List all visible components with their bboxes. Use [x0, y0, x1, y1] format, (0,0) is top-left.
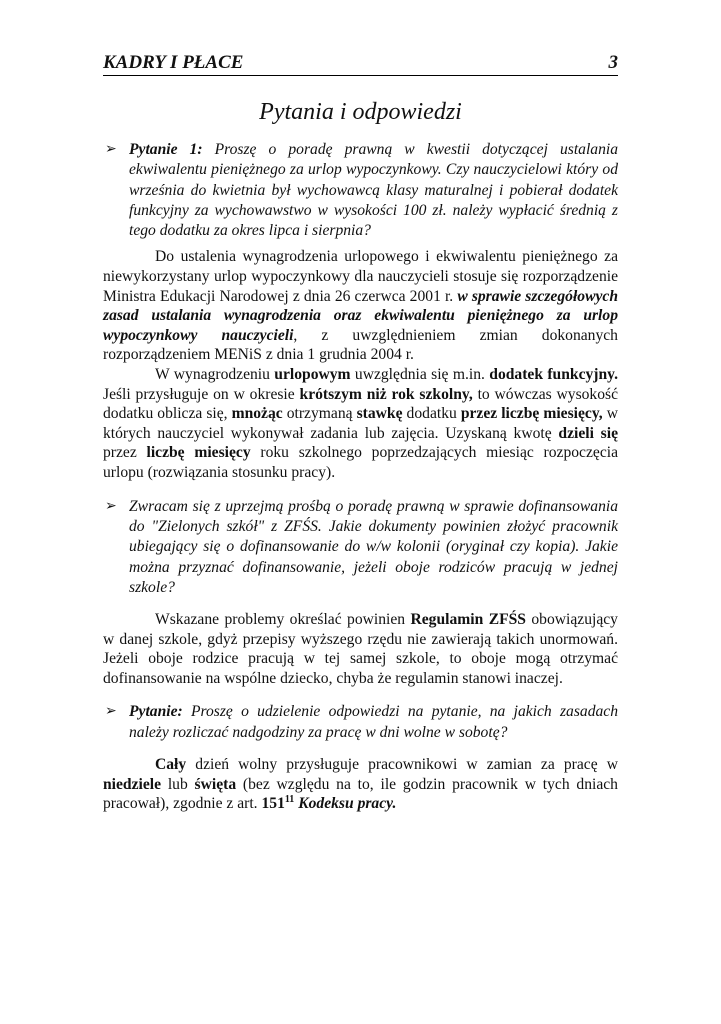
answer-text: dodatku: [402, 405, 461, 423]
emphasis: niedziele: [103, 775, 162, 793]
answer-1: [103, 247, 618, 482]
emphasis: stawkę: [356, 405, 403, 423]
answer-text: , z uwzględnieniem zmian dokonanych rozporządzeniem MENiS z dnia 1 grudnia 2004 r.: [103, 326, 618, 364]
emphasis: mnożąc: [231, 405, 283, 423]
emphasis: święta: [194, 775, 237, 793]
emphasis: krótszym niż rok szkolny,: [299, 385, 473, 403]
answer-text: uwzględnia się m.in.: [350, 366, 490, 384]
answer-text: Do ustalenia wynagrodzenia urlopowego i ekwiwalentu pieniężnego za niewykorzystany urlop wypoczynkowy dla nauczycieli stosuje się rozporządzenie Ministra Edukacji Narodowej z dnia 26 czerwca 2001 r.: [103, 248, 618, 305]
section-title: Pytania i odpowiedzi: [259, 99, 462, 125]
emphasis: Cały: [155, 756, 187, 774]
answer-3-paragraph: [103, 755, 618, 814]
answer-text: Jeśli przysługuje on w okresie: [103, 385, 300, 403]
answer-3: [103, 755, 618, 814]
emphasis: liczbę miesięcy: [146, 444, 251, 462]
answer-text: lub: [161, 775, 195, 793]
emphasis: dodatek funkcyjny.: [489, 366, 618, 384]
emphasis: urlopowym: [274, 366, 351, 384]
question-3-label: Pytanie:: [129, 703, 183, 721]
answer-text: w których nauczyciel wykonywał zadania lub zajęcia. Uzyskaną kwotę: [103, 405, 618, 442]
answer-1-paragraph-1: [103, 247, 618, 365]
answer-2-paragraph: [103, 610, 618, 688]
question-1-text: Proszę o poradę prawną w kwestii dotyczącej ustalania ekwiwalentu pieniężnego za urlop wypoczynkowy. Czy nauczycielowi który od września do kwietnia był wychowawcą klasy maturalnej i pobierał dodatek funkcyjny za wychowawstwo w wysokości 100 zł. należy wypłacić średnią z tego dodatku za okres lipca i sierpnia?: [129, 141, 618, 240]
question-3: [103, 702, 618, 743]
emphasis: dzieli się: [558, 424, 618, 442]
regulation-title: w sprawie szczegółowych zasad ustalania wynagrodzenia oraz ekwiwalentu pieniężnego za urlop wypoczynkowy nauczycieli: [103, 287, 618, 344]
answer-text: dzień wolny przysługuje pracownikowi w zamian za pracę w: [186, 756, 618, 774]
answer-text: obowiązujący w danej szkole, gdyż przepisy wyższego rzędu nie zawierają takich unormowań. Jeżeli oboje rodzice pracują w tej samej szkole, to oboje mogą otrzymać dofinansowanie na wspólne dziecko, chyba że regulamin stanowi inaczej.: [103, 611, 618, 687]
answer-text: to wówczas wysokość dodatku oblicza się,: [103, 385, 619, 423]
emphasis: przez liczbę miesięcy,: [460, 405, 603, 423]
article-number: 151: [261, 795, 285, 813]
answer-text: przez: [103, 444, 147, 462]
question-2-text: Zwracam się z uprzejmą prośbą o poradę prawną w sprawie dofinansowania do "Zielonych szkół" z ZFŚS. Jakie dokumenty powinien złożyć pracownik ubiegający się o dofinansowanie do w/w kolonii (oryginał czy kopia). Jakie można przyznać dofinansowanie, jeżeli oboje rodziców pracują w jednej szkole?: [129, 497, 618, 596]
question-3-text: Proszę o udzielenie odpowiedzi na pytanie, na jakich zasadach należy rozliczać nadgodziny za pracę w dni wolne w sobotę?: [129, 703, 618, 741]
arrowhead-bullet-icon: ➢: [105, 704, 117, 720]
question-1-label: Pytanie 1:: [129, 141, 203, 158]
header-page-number: 3: [608, 52, 618, 73]
answer-text: Wskazane problemy określać powinien: [155, 611, 411, 629]
running-header: [103, 50, 618, 76]
question-1: [103, 140, 618, 241]
answer-text: (bez względu na to, ile godzin pracownik w tych dniach pracował), zgodnie z art.: [103, 775, 618, 813]
article-superscript: 11: [284, 794, 295, 806]
answer-text: otrzymaną: [282, 405, 357, 423]
answer-2: [103, 610, 618, 688]
emphasis: Regulamin ZFŚS: [410, 611, 526, 629]
document-page: [103, 50, 618, 814]
arrowhead-bullet-icon: ➢: [105, 142, 117, 157]
arrowhead-bullet-icon: ➢: [105, 498, 117, 514]
answer-text: roku szkolnego poprzedzających miesiąc rozpoczęcia urlopu (rozwiązania stosunku pracy).: [103, 444, 618, 482]
question-2: [103, 497, 618, 598]
answer-1-paragraph-2: [103, 365, 618, 483]
answer-text: W wynagrodzeniu: [155, 366, 275, 384]
header-publication-title: KADRY I PŁACE: [103, 52, 244, 73]
code-reference: Kodeksu pracy.: [298, 795, 397, 813]
